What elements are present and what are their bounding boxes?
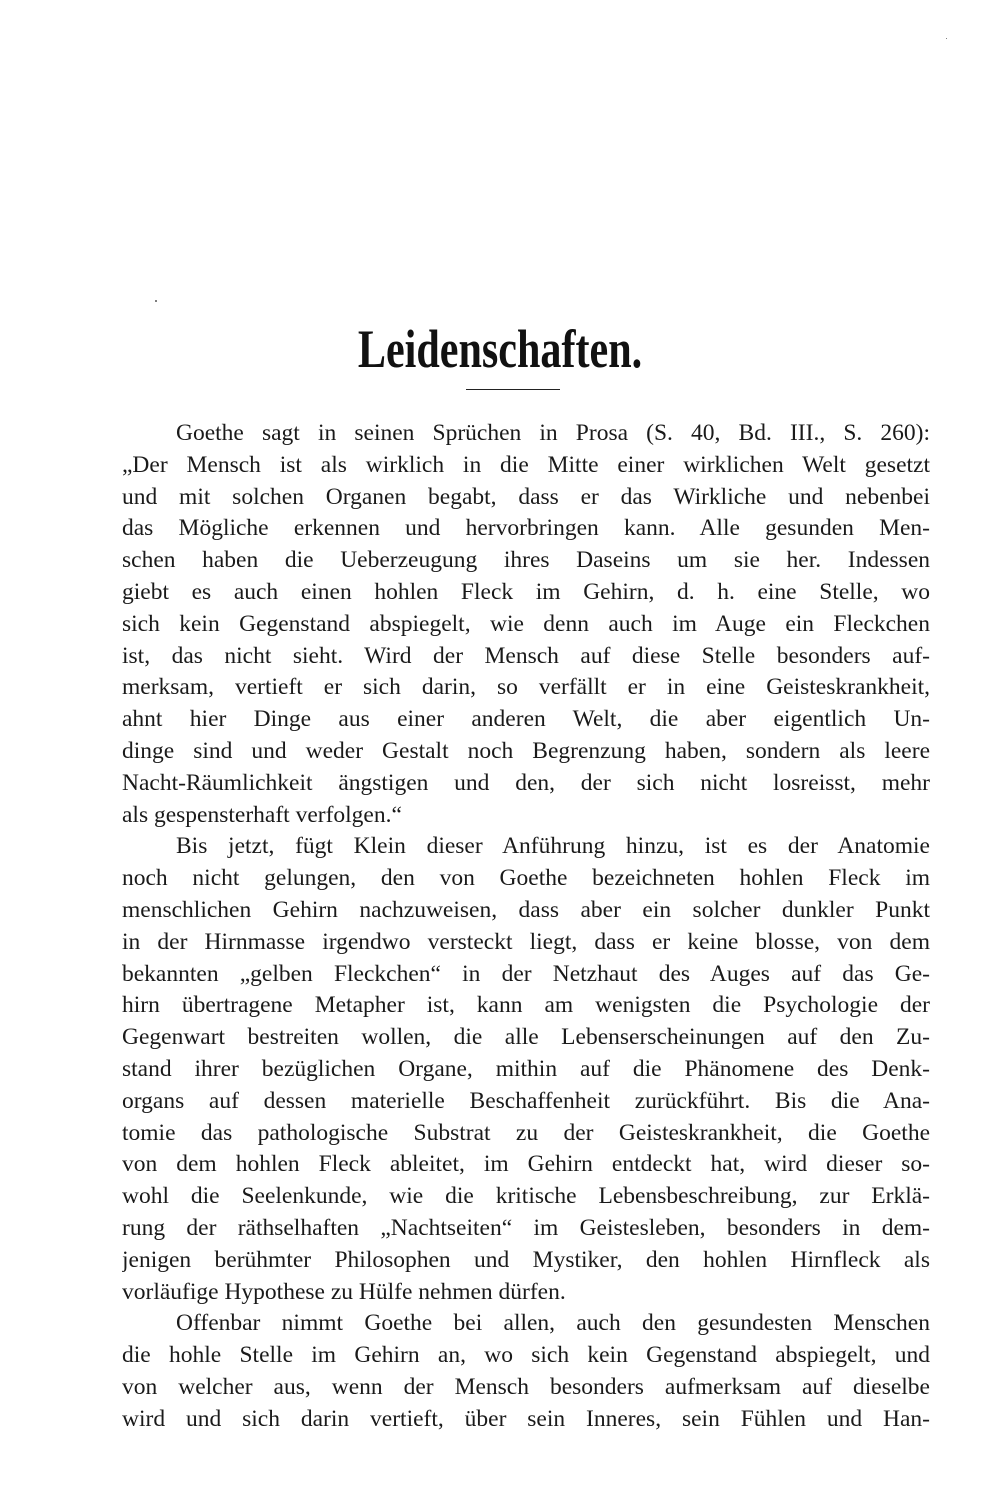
- text-line: Goethe sagt in seinen Sprüchen in Prosa (S. 40, Bd. III., S. 260):: [176, 420, 930, 446]
- text-line: tomie das pathologische Substrat zu der Geisteskrankheit, die Goethe: [122, 1119, 930, 1146]
- text-line: rung der räthselhaften „Nachtseiten“ im Geistesleben, besonders in dem-: [122, 1214, 930, 1241]
- text-line: jenigen berühmter Philosophen und Mystiker, den hohlen Hirnfleck als: [122, 1246, 930, 1273]
- print-speck: [946, 38, 947, 39]
- text-line: ist, das nicht sieht. Wird der Mensch auf diese Stelle besonders auf-: [122, 642, 930, 669]
- text-line: die hohle Stelle im Gehirn an, wo sich kein Gegenstand abspiegelt, und: [122, 1342, 930, 1369]
- text-line: als gespensterhaft verfolgen.“: [122, 801, 402, 828]
- paragraph-2: [122, 831, 930, 1308]
- print-speck: [155, 300, 157, 302]
- text-line: und mit solchen Organen begabt, dass er das Wirkliche und nebenbei: [122, 483, 930, 510]
- text-line: Nacht-Räumlichkeit ängstigen und den, der sich nicht losreisst, mehr: [122, 769, 930, 796]
- text-line: vorläufige Hypothese zu Hülfe nehmen dürfen.: [122, 1278, 566, 1305]
- text-line: sich kein Gegenstand abspiegelt, wie denn auch im Auge ein Fleckchen: [122, 610, 930, 637]
- text-line: wohl die Seelenkunde, wie die kritische Lebensbeschreibung, zur Erklä-: [122, 1183, 930, 1210]
- text-line: Offenbar nimmt Goethe bei allen, auch den gesundesten Menschen: [176, 1310, 930, 1337]
- text-line: von welcher aus, wenn der Mensch besonders aufmerksam auf dieselbe: [122, 1373, 930, 1400]
- text-line: „Der Mensch ist als wirklich in die Mitte einer wirklichen Welt gesetzt: [122, 451, 930, 478]
- text-line: organs auf dessen materielle Beschaffenheit zurückführt. Bis die Ana-: [122, 1087, 930, 1114]
- body-text: [122, 418, 930, 1436]
- text-line: von dem hohlen Fleck ableitet, im Gehirn entdeckt hat, wird dieser so-: [122, 1151, 930, 1178]
- text-line: Bis jetzt, fügt Klein dieser Anführung hinzu, ist es der Anatomie: [176, 833, 930, 860]
- title-divider: [466, 389, 560, 390]
- text-line: das Mögliche erkennen und hervorbringen kann. Alle gesunden Men-: [122, 515, 930, 542]
- text-line: bekannten „gelben Fleckchen“ in der Netzhaut des Auges auf das Ge-: [122, 960, 930, 987]
- text-line: in der Hirnmasse irgendwo versteckt liegt, dass er keine blosse, von dem: [122, 928, 930, 955]
- text-line: dinge sind und weder Gestalt noch Begrenzung haben, sondern als leere: [122, 737, 930, 764]
- text-line: hirn übertragene Metapher ist, kann am wenigsten die Psychologie der: [122, 992, 930, 1019]
- text-line: noch nicht gelungen, den von Goethe bezeichneten hohlen Fleck im: [122, 865, 930, 892]
- text-line: schen haben die Ueberzeugung ihres Daseins um sie her. Indessen: [122, 547, 930, 574]
- text-line: giebt es auch einen hohlen Fleck im Gehirn, d. h. eine Stelle, wo: [122, 578, 930, 605]
- page-title: Leidenschaften.: [357, 319, 643, 379]
- paragraph-1: [122, 418, 930, 831]
- text-line: menschlichen Gehirn nachzuweisen, dass aber ein solcher dunkler Punkt: [122, 896, 930, 923]
- text-line: Gegenwart bestreiten wollen, die alle Lebenserscheinungen auf den Zu-: [122, 1024, 930, 1051]
- paragraph-3: [122, 1308, 930, 1435]
- text-line: wird und sich darin vertieft, über sein Inneres, sein Fühlen und Han-: [122, 1405, 930, 1432]
- text-line: ahnt hier Dinge aus einer anderen Welt, die aber eigentlich Un-: [122, 706, 930, 733]
- text-line: merksam, vertieft er sich darin, so verfällt er in eine Geisteskrankheit,: [122, 674, 930, 701]
- text-line: stand ihrer bezüglichen Organe, mithin auf die Phänomene des Denk-: [122, 1055, 930, 1082]
